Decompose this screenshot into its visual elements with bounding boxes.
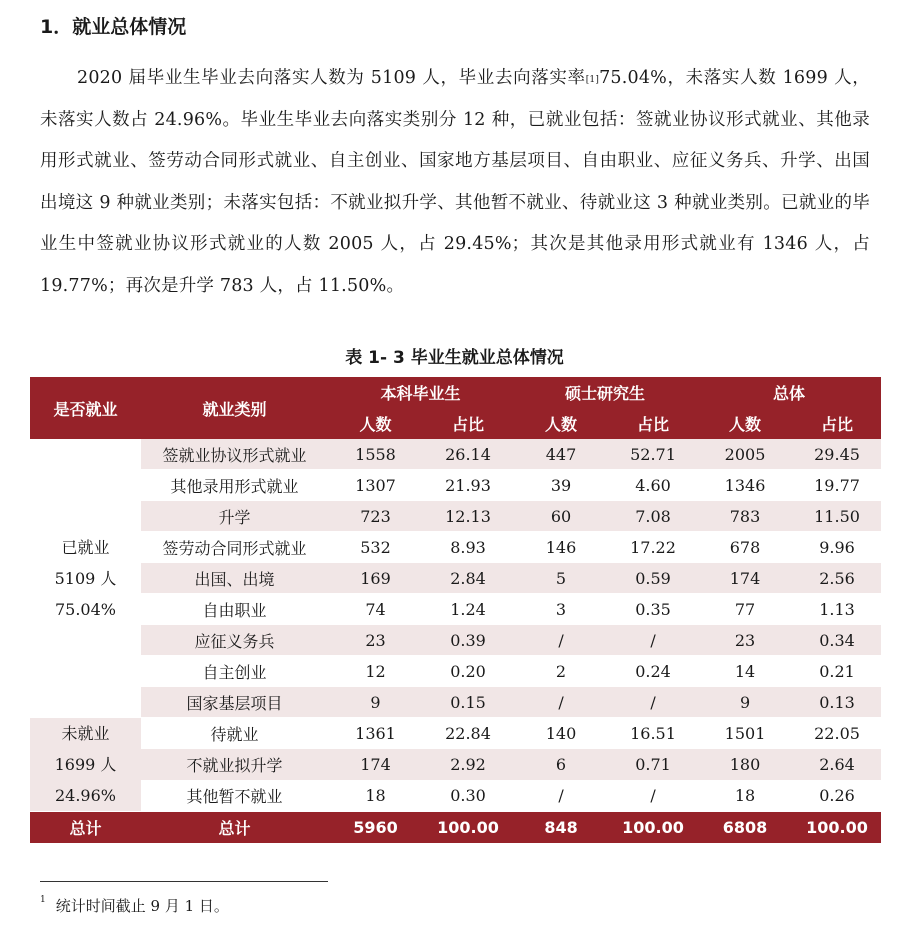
value-cell: 2.84 [423, 563, 513, 594]
category-cell: 应征义务兵 [141, 625, 328, 656]
total-cell: 总计 [141, 812, 328, 844]
total-cell: 5960 [328, 812, 423, 844]
total-cell: 总计 [30, 812, 141, 844]
value-cell: 3 [513, 594, 609, 625]
value-cell: 9 [328, 687, 423, 718]
value-cell: 0.71 [609, 749, 697, 780]
value-cell: 0.59 [609, 563, 697, 594]
value-cell: 23 [328, 625, 423, 656]
header-master-count: 人数 [513, 408, 609, 439]
value-cell: / [513, 625, 609, 656]
value-cell: 783 [697, 501, 793, 532]
header-undergrad-count: 人数 [328, 408, 423, 439]
value-cell: 6 [513, 749, 609, 780]
group-label [30, 718, 141, 812]
value-cell: 0.20 [423, 656, 513, 687]
employment-table [30, 377, 881, 843]
total-row [30, 812, 881, 844]
total-cell: 6808 [697, 812, 793, 844]
category-cell: 自由职业 [141, 594, 328, 625]
group-label-line: 1699 人 [54, 755, 117, 774]
value-cell: 1.13 [793, 594, 881, 625]
value-cell: 0.34 [793, 625, 881, 656]
value-cell: 39 [513, 470, 609, 501]
category-cell: 待就业 [141, 718, 328, 749]
table-row [30, 780, 881, 811]
header-total-count: 人数 [697, 408, 793, 439]
value-cell: 0.15 [423, 687, 513, 718]
category-cell: 签劳动合同形式就业 [141, 532, 328, 563]
group-label-line: 已就业 [61, 537, 110, 557]
group-label-line: 5109 人 [54, 568, 117, 588]
category-cell: 其他暂不就业 [141, 780, 328, 811]
footnote-reference[interactable]: [1] [585, 75, 600, 85]
value-cell: 0.21 [793, 656, 881, 687]
value-cell: 11.50 [793, 501, 881, 532]
header-category: 就业类别 [141, 377, 328, 439]
footnote-mark: 1 [40, 895, 46, 905]
value-cell: 0.24 [609, 656, 697, 687]
category-cell: 不就业拟升学 [141, 749, 328, 780]
value-cell: 169 [328, 563, 423, 594]
value-cell: 180 [697, 749, 793, 780]
value-cell: 174 [328, 749, 423, 780]
value-cell: 17.22 [609, 532, 697, 563]
category-cell: 国家基层项目 [141, 687, 328, 718]
value-cell: 1361 [328, 718, 423, 749]
table-row [30, 687, 881, 718]
paragraph-text-after-note: 75.04%，未落实人数 1699 人，未落实人数占 24.96%。毕业生毕业去向落实类别分 12 种，已就业包括：签就业协议形式就业、其他录用形式就业、签劳动合同形式就业、自主创业、国家地方基层项目、自由职业、应征义务兵、升学、出国出境这 9 种就业类别；未落实包括：不就业拟升学、其他暂不就业、待就业这 3 种就业类别。已就业的毕业生中签就业协议形式就业的人数 2005 人，占 29.45%；其次是其他录用形式就业有 1346 人，占 19.77%；再次是升学 783 人，占 11.50%。 [40, 68, 871, 296]
table-row [30, 594, 881, 625]
value-cell: 12 [328, 656, 423, 687]
group-label [30, 439, 141, 718]
footnote-divider [40, 881, 328, 882]
category-cell: 出国、出境 [141, 563, 328, 594]
header-employed: 是否就业 [30, 377, 141, 439]
table-row [30, 718, 881, 749]
table-row [30, 563, 881, 594]
table-row [30, 656, 881, 687]
total-cell: 100.00 [609, 812, 697, 844]
value-cell: 14 [697, 656, 793, 687]
category-cell: 自主创业 [141, 656, 328, 687]
value-cell: 77 [697, 594, 793, 625]
total-cell: 100.00 [793, 812, 881, 844]
table-row [30, 532, 881, 563]
table-body [30, 439, 881, 812]
value-cell: 22.84 [423, 718, 513, 749]
footnote-text: 统计时间截止 9 月 1 日。 [55, 897, 229, 915]
value-cell: 22.05 [793, 718, 881, 749]
value-cell: 29.45 [793, 439, 881, 470]
value-cell: 723 [328, 501, 423, 532]
value-cell: 0.13 [793, 687, 881, 718]
group-label-line: 未就业 [61, 724, 110, 743]
total-cell: 848 [513, 812, 609, 844]
value-cell: 2005 [697, 439, 793, 470]
value-cell: / [513, 780, 609, 811]
value-cell: / [609, 780, 697, 811]
value-cell: 21.93 [423, 470, 513, 501]
table-header [30, 377, 881, 439]
header-total: 总体 [697, 377, 881, 408]
value-cell: / [609, 687, 697, 718]
table-caption: 表 1- 3 毕业生就业总体情况 [345, 348, 564, 368]
value-cell: 678 [697, 532, 793, 563]
value-cell: 2.92 [423, 749, 513, 780]
value-cell: 0.39 [423, 625, 513, 656]
value-cell: 2.64 [793, 749, 881, 780]
value-cell: 447 [513, 439, 609, 470]
category-cell: 升学 [141, 501, 328, 532]
header-undergrad: 本科毕业生 [328, 377, 513, 408]
value-cell: 1558 [328, 439, 423, 470]
value-cell: 7.08 [609, 501, 697, 532]
category-cell: 其他录用形式就业 [141, 470, 328, 501]
table-footer [30, 812, 881, 844]
value-cell: 23 [697, 625, 793, 656]
value-cell: / [513, 687, 609, 718]
group-label-line: 24.96% [54, 786, 116, 805]
value-cell: 0.30 [423, 780, 513, 811]
value-cell: 26.14 [423, 439, 513, 470]
footnote [40, 895, 229, 916]
value-cell: 5 [513, 563, 609, 594]
table-row [30, 501, 881, 532]
value-cell: 18 [328, 780, 423, 811]
table-row [30, 749, 881, 780]
value-cell: 2.56 [793, 563, 881, 594]
table-row [30, 625, 881, 656]
value-cell: 174 [697, 563, 793, 594]
section-heading: 1．就业总体情况 [40, 16, 187, 38]
value-cell: 1307 [328, 470, 423, 501]
value-cell: 60 [513, 501, 609, 532]
total-cell: 100.00 [423, 812, 513, 844]
value-cell: 74 [328, 594, 423, 625]
value-cell: 18 [697, 780, 793, 811]
value-cell: 12.13 [423, 501, 513, 532]
table-row [30, 439, 881, 470]
value-cell: 16.51 [609, 718, 697, 749]
header-master-ratio: 占比 [609, 408, 697, 439]
value-cell: 532 [328, 532, 423, 563]
paragraph-text-before-note: 2020 届毕业生毕业去向落实人数为 5109 人，毕业去向落实率 [77, 68, 586, 88]
value-cell: 4.60 [609, 470, 697, 501]
value-cell: 8.93 [423, 532, 513, 563]
value-cell: 2 [513, 656, 609, 687]
header-undergrad-ratio: 占比 [423, 408, 513, 439]
summary-paragraph [40, 58, 870, 307]
table-row [30, 470, 881, 501]
value-cell: 1.24 [423, 594, 513, 625]
value-cell: 52.71 [609, 439, 697, 470]
value-cell: 0.35 [609, 594, 697, 625]
header-total-ratio: 占比 [793, 408, 881, 439]
value-cell: 9.96 [793, 532, 881, 563]
value-cell: 146 [513, 532, 609, 563]
value-cell: 19.77 [793, 470, 881, 501]
value-cell: 140 [513, 718, 609, 749]
value-cell: / [609, 625, 697, 656]
category-cell: 签就业协议形式就业 [141, 439, 328, 470]
value-cell: 1346 [697, 470, 793, 501]
header-master: 硕士研究生 [513, 377, 697, 408]
value-cell: 0.26 [793, 780, 881, 811]
value-cell: 1501 [697, 718, 793, 749]
group-label-line: 75.04% [54, 599, 116, 619]
value-cell: 9 [697, 687, 793, 718]
